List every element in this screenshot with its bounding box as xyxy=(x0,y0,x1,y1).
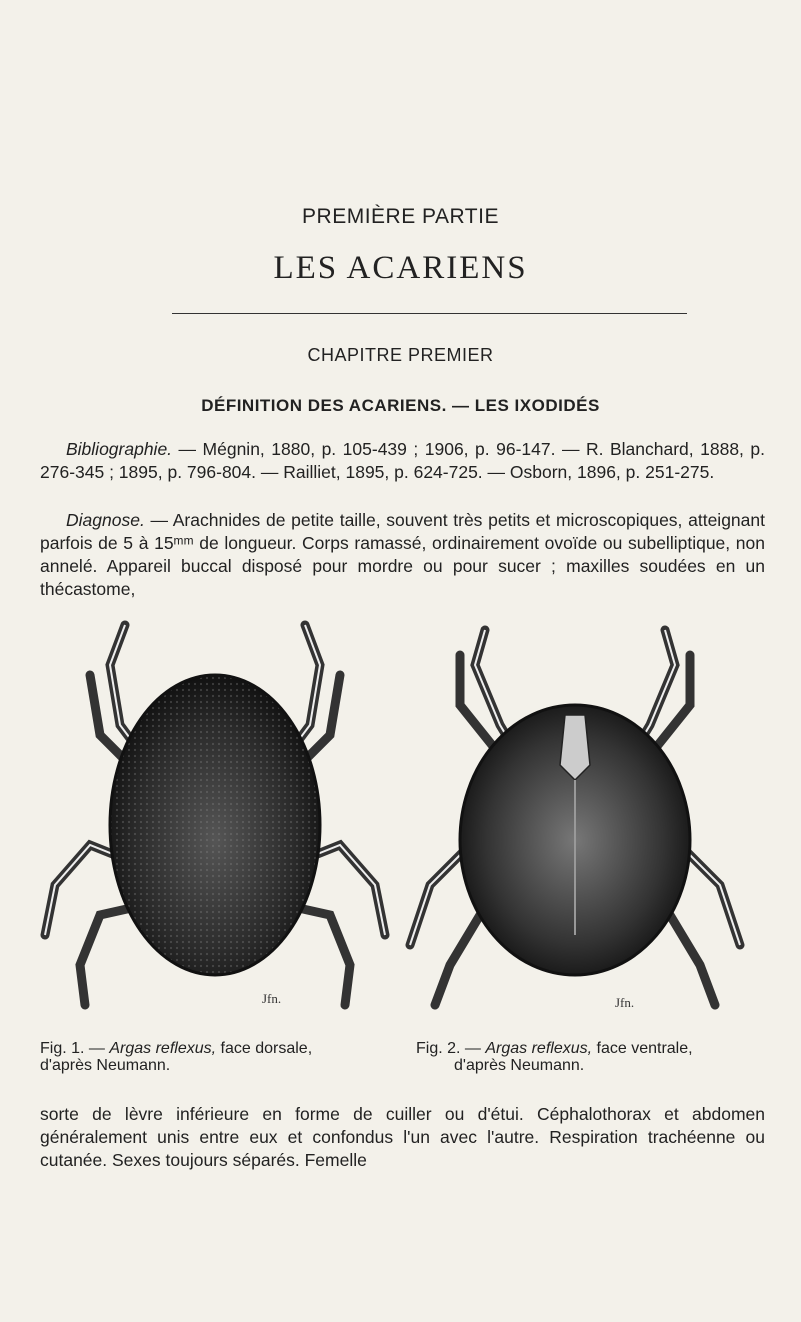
figure-2-number: Fig. 2. xyxy=(416,1040,461,1057)
figure-2-illustration xyxy=(390,615,760,1040)
diagnose-text: — Arachnides de petite taille, souvent très petits et microscopiques, atteignant parfois de 5 à 15ᵐᵐ de longueur. Corps ramassé, ordinairement ovoïde ou subelliptique, non annelé. Appareil buccal disposé pour mordre ou pour sucer ; maxilles soudées en un thécastome, xyxy=(40,510,765,599)
figure-2-signature: Jfn. xyxy=(615,995,635,1010)
title-rule xyxy=(172,313,687,314)
bibliography-lead: Bibliographie. xyxy=(66,439,173,459)
figure-2-caption: Fig. 2. — Argas reflexus, face ventrale, d'après Neumann. xyxy=(416,1040,693,1074)
figure-1-credit: d'après Neumann. xyxy=(40,1057,171,1074)
tick-dorsal-illustration xyxy=(30,615,400,1040)
figure-1-signature: Jfn. xyxy=(262,991,282,1006)
page-title: LES ACARIENS xyxy=(273,250,528,286)
section-heading: DÉFINITION DES ACARIENS. — LES IXODIDÉS xyxy=(201,396,600,415)
diagnose-lead: Diagnose. xyxy=(66,510,145,530)
part-heading: PREMIÈRE PARTIE xyxy=(302,205,499,228)
bibliography-paragraph xyxy=(40,438,765,484)
bibliography-text: — Mégnin, 1880, p. 105-439 ; 1906, p. 96-147. — R. Blanchard, 1888, p. 276-345 ; 1895, p. 796-804. — Railliet, 1895, p. 624-725. — Osborn, 1896, p. 251-275. xyxy=(40,439,765,482)
chapter-heading: CHAPITRE PREMIER xyxy=(307,345,494,365)
figure-2-species: Argas reflexus, xyxy=(485,1040,593,1057)
figure-1-caption: Fig. 1. — Argas reflexus, face dorsale, d'après Neumann. xyxy=(40,1040,313,1074)
figure-1-species: Argas reflexus, xyxy=(109,1040,217,1057)
mouthparts xyxy=(560,715,590,780)
figure-2-view: face ventrale, xyxy=(592,1040,693,1057)
figure-1-number: Fig. 1. xyxy=(40,1040,85,1057)
figure-2-credit: d'après Neumann. xyxy=(454,1057,585,1074)
figure-1-view: face dorsale, xyxy=(216,1040,313,1057)
continuation-paragraph: sorte de lèvre inférieure en forme de cuiller ou d'étui. Céphalothorax et abdomen généralement unis entre eux et confondus l'un avec l'autre. Respiration trachéenne ou cutanée. Sexes toujours séparés. Femelle xyxy=(40,1104,765,1170)
figure-1-illustration xyxy=(30,615,400,1040)
diagnose-paragraph xyxy=(40,509,765,601)
tick-ventral-illustration xyxy=(390,615,760,1040)
